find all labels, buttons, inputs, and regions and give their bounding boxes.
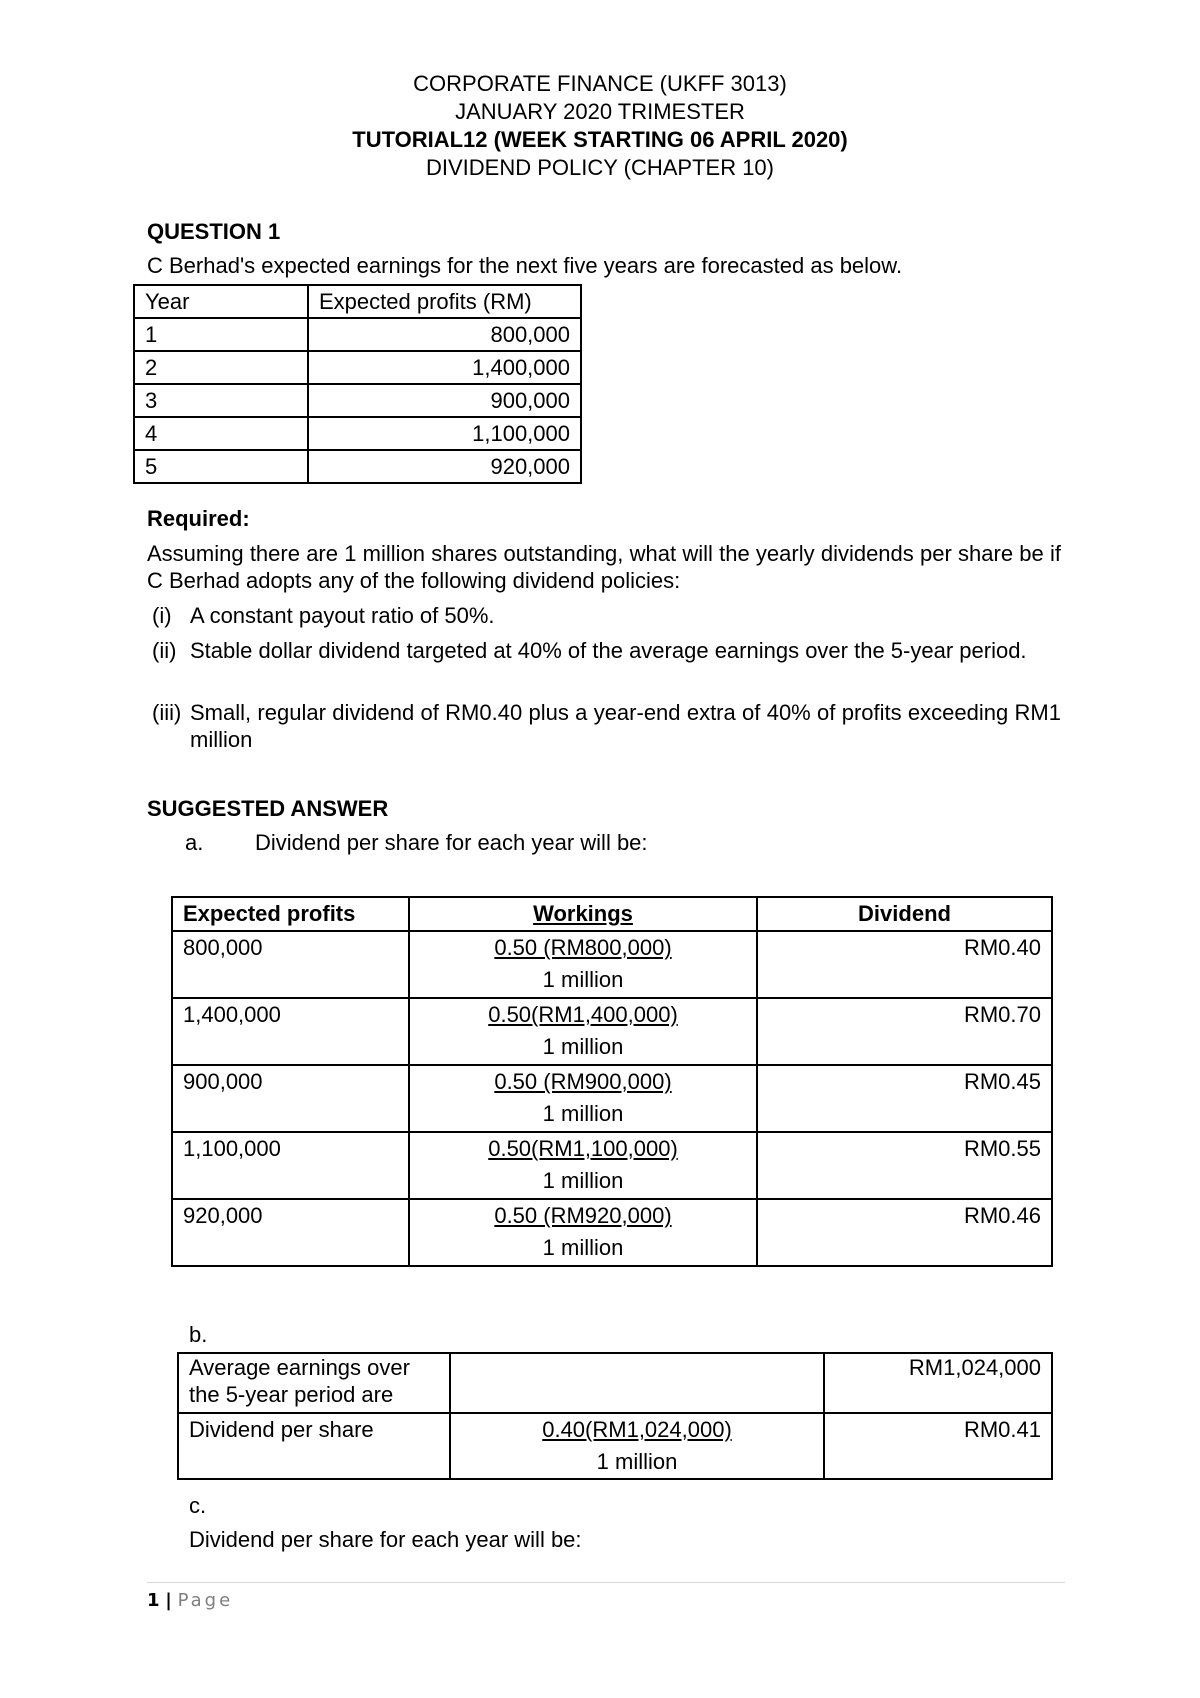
working-cell — [409, 1132, 757, 1199]
profits-table — [133, 284, 582, 484]
working-denominator: 1 million — [542, 1168, 624, 1193]
answer-title: SUGGESTED ANSWER — [147, 796, 389, 821]
working-denominator: 1 million — [542, 1101, 624, 1126]
avg-earnings-value: RM1,024,000 — [824, 1353, 1052, 1413]
dividend-cell: RM0.55 — [757, 1132, 1052, 1199]
col-profit-header: Expected profits — [172, 897, 409, 931]
page-word: Page — [177, 1590, 234, 1611]
dps-label: Dividend per share — [178, 1413, 450, 1479]
footer-divider — [147, 1582, 1065, 1583]
dividend-cell: RM0.70 — [757, 998, 1052, 1065]
profit-cell: 900,000 — [172, 1065, 409, 1132]
policy-item-text: Small, regular dividend of RM0.40 plus a year-end extra of 40% of profits exceeding RM1 million — [190, 700, 1061, 752]
dividend-cell: RM0.45 — [757, 1065, 1052, 1132]
table-row — [134, 450, 581, 483]
working-numerator: 0.50 (RM920,000) — [494, 1203, 672, 1228]
profit-cell: 900,000 — [308, 384, 581, 417]
table-row — [172, 1065, 1052, 1132]
policy-item-number: (iii) — [152, 700, 182, 725]
working-cell — [409, 998, 757, 1065]
course-title: CORPORATE FINANCE (UKFF 3013) — [413, 71, 787, 96]
dividend-cell: RM0.40 — [757, 931, 1052, 998]
question-title: QUESTION 1 — [147, 219, 281, 244]
working-numerator: 0.50(RM1,400,000) — [488, 1002, 678, 1027]
avg-earnings-label: Average earnings over the 5-year period are — [178, 1353, 450, 1413]
profit-cell: 920,000 — [308, 450, 581, 483]
col-dividend-header: Dividend — [757, 897, 1052, 931]
working-numerator: 0.50 (RM800,000) — [494, 935, 672, 960]
part-a-label: a. — [185, 830, 204, 855]
profit-cell: 800,000 — [308, 318, 581, 351]
profit-cell: 1,400,000 — [172, 998, 409, 1065]
document-header — [0, 70, 1200, 182]
col-workings-header — [409, 897, 757, 931]
working-numerator: 0.40(RM1,024,000) — [542, 1417, 732, 1442]
table-row — [134, 417, 581, 450]
year-cell: 3 — [134, 384, 308, 417]
topic-title: DIVIDEND POLICY (CHAPTER 10) — [425, 155, 774, 180]
table-row — [172, 998, 1052, 1065]
working-cell — [409, 931, 757, 998]
part-c-label: c. — [189, 1493, 207, 1518]
page-footer — [147, 1590, 233, 1611]
dps-value: RM0.41 — [824, 1413, 1052, 1479]
year-cell: 2 — [134, 351, 308, 384]
working-cell — [409, 1199, 757, 1266]
col-year-header: Year — [134, 285, 308, 318]
policy-item-text: A constant payout ratio of 50%. — [190, 603, 495, 628]
empty-cell — [450, 1353, 824, 1413]
table-row — [134, 318, 581, 351]
dps-working-cell — [450, 1413, 824, 1479]
table-row — [172, 931, 1052, 998]
profit-cell: 800,000 — [172, 931, 409, 998]
table-header-row — [134, 285, 581, 318]
page-number: 1 — [147, 1590, 160, 1611]
table-header-row — [172, 897, 1052, 931]
question-intro: C Berhad's expected earnings for the next five years are forecasted as below. — [147, 253, 903, 278]
required-text: Assuming there are 1 million shares outstanding, what will the yearly dividends per share be if C Berhad adopts any of the following dividend policies: — [147, 541, 1061, 593]
average-earnings-table — [177, 1352, 1053, 1480]
required-label: Required: — [147, 506, 250, 531]
profit-cell: 1,100,000 — [172, 1132, 409, 1199]
col-profit-header: Expected profits (RM) — [308, 285, 581, 318]
tutorial-title: TUTORIAL12 (WEEK STARTING 06 APRIL 2020) — [352, 127, 848, 152]
working-denominator: 1 million — [596, 1449, 678, 1474]
policy-item-number: (ii) — [152, 638, 177, 663]
working-denominator: 1 million — [542, 967, 624, 992]
table-row — [172, 1199, 1052, 1266]
working-numerator: 0.50 (RM900,000) — [494, 1069, 672, 1094]
trimester: JANUARY 2020 TRIMESTER — [455, 99, 745, 124]
part-c-text: Dividend per share for each year will be: — [189, 1527, 582, 1552]
dividend-table — [171, 896, 1053, 1267]
year-cell: 4 — [134, 417, 308, 450]
table-row — [178, 1353, 1052, 1413]
working-denominator: 1 million — [542, 1034, 624, 1059]
table-row — [134, 351, 581, 384]
profit-cell: 1,100,000 — [308, 417, 581, 450]
working-cell — [409, 1065, 757, 1132]
profit-cell: 920,000 — [172, 1199, 409, 1266]
part-b-label: b. — [189, 1322, 208, 1347]
working-denominator: 1 million — [542, 1235, 624, 1260]
table-row — [172, 1132, 1052, 1199]
table-row — [178, 1413, 1052, 1479]
policy-item-number: (i) — [152, 603, 172, 628]
table-row — [134, 384, 581, 417]
policy-item-text: Stable dollar dividend targeted at 40% of the average earnings over the 5-year period. — [190, 638, 1027, 663]
working-numerator: 0.50(RM1,100,000) — [488, 1136, 678, 1161]
profit-cell: 1,400,000 — [308, 351, 581, 384]
year-cell: 5 — [134, 450, 308, 483]
footer-separator: | — [165, 1590, 172, 1611]
workings-header-text: Workings — [533, 901, 633, 926]
part-a-text: Dividend per share for each year will be: — [255, 830, 648, 855]
dividend-cell: RM0.46 — [757, 1199, 1052, 1266]
year-cell: 1 — [134, 318, 308, 351]
